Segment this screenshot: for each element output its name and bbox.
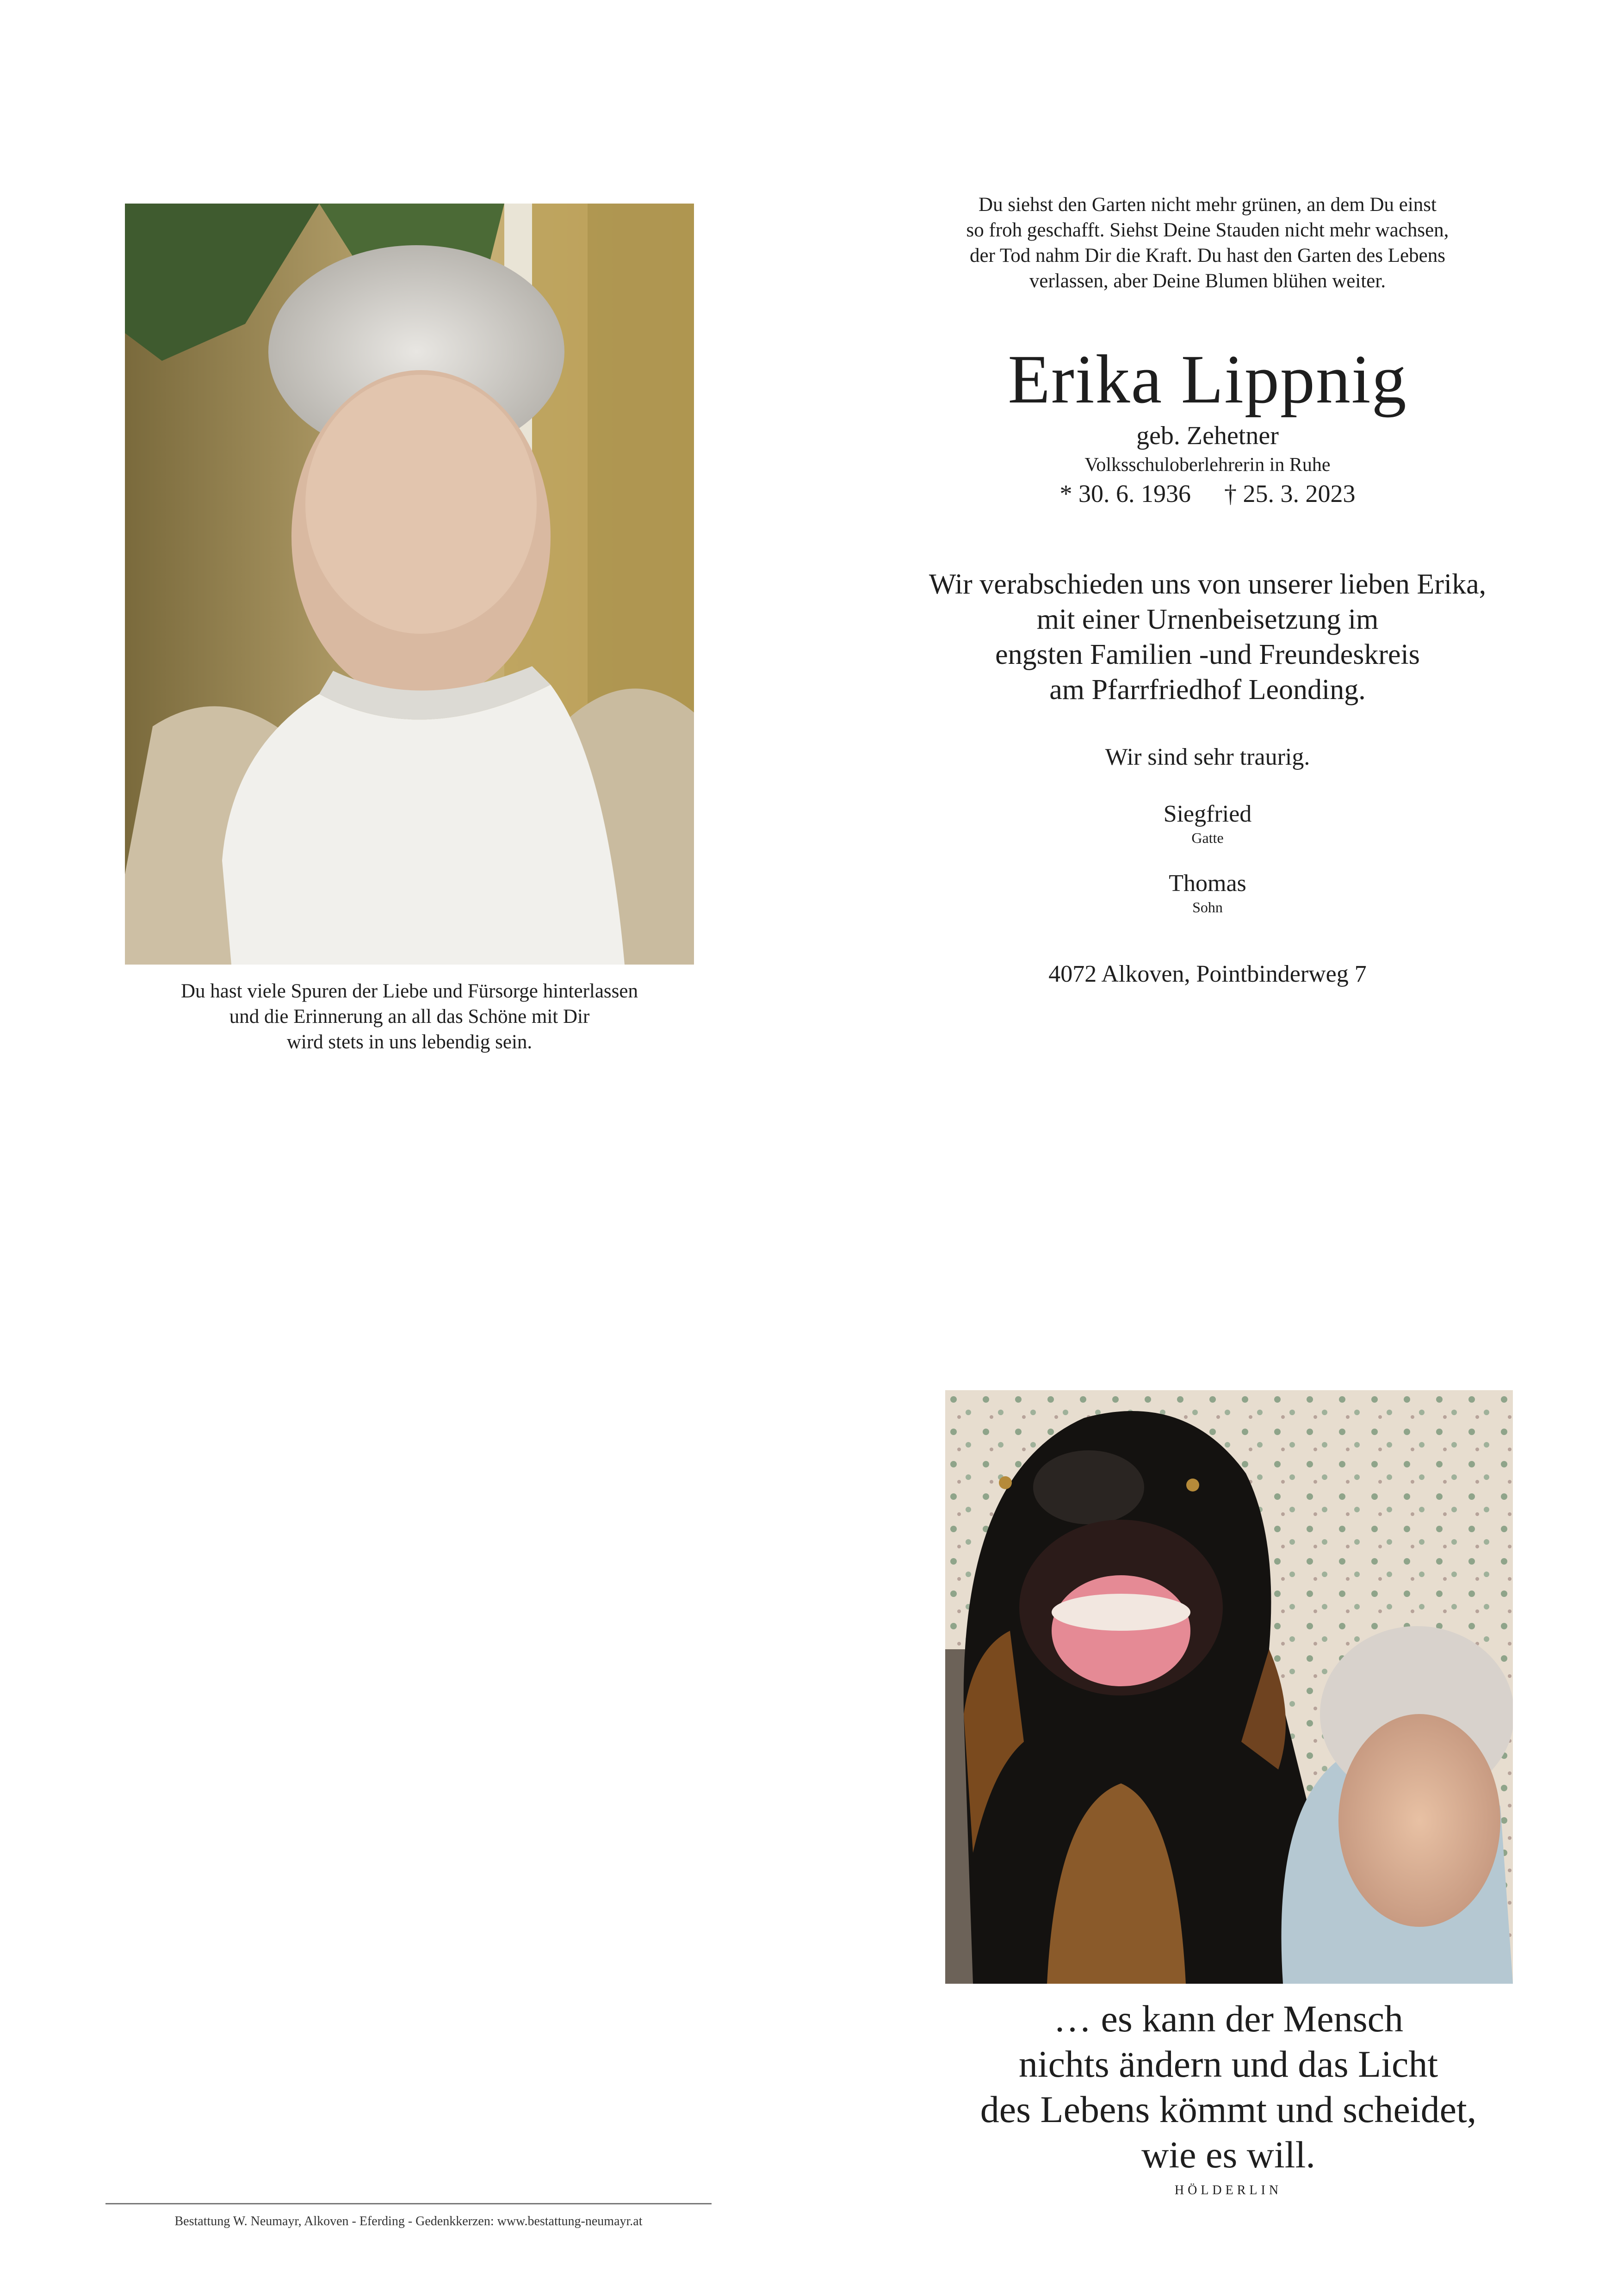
farewell-line: engsten Familien -und Freundeskreis — [995, 639, 1420, 670]
poem-line: verlassen, aber Deine Blumen blühen weiter. — [1029, 270, 1386, 292]
farewell-line: am Pfarrfriedhof Leonding. — [1049, 674, 1366, 706]
opening-poem — [902, 192, 1513, 294]
quote-line: des Lebens kömmt und scheidet, — [980, 2088, 1477, 2130]
portrait-caption-line: wird stets in uns lebendig sein. — [286, 1031, 533, 1053]
closing-quote — [935, 1996, 1522, 2178]
poem-line: Du siehst den Garten nicht mehr grünen, an dem Du einst — [979, 194, 1437, 216]
quote-line: … es kann der Mensch — [1053, 1998, 1404, 2040]
portrait-caption-line: und die Erinnerung an all das Schöne mit Dir — [229, 1006, 590, 1027]
portrait-caption — [125, 978, 694, 1055]
poem-line: der Tod nahm Dir die Kraft. Du hast den Garten des Lebens — [970, 245, 1445, 266]
address: 4072 Alkoven, Pointbinderweg 7 — [1048, 961, 1367, 987]
farewell-line: mit einer Urnenbeisetzung im — [1036, 604, 1379, 635]
family-member-role: Gatte — [1191, 829, 1224, 846]
farewell-text — [879, 567, 1536, 707]
footer-divider — [105, 2203, 712, 2204]
birth-name: geb. Zehetner — [1136, 421, 1279, 450]
quote-line: wie es will. — [1141, 2134, 1315, 2176]
family-member-name: Siegfried — [1163, 801, 1252, 827]
mourning-line: Wir sind sehr traurig. — [1105, 744, 1310, 770]
family-member-role: Sohn — [1192, 899, 1223, 916]
poem-line: so froh geschafft. Siehst Deine Stauden nicht mehr wachsen, — [966, 219, 1449, 241]
birth-date: * 30. 6. 1936 — [1059, 480, 1191, 507]
deceased-name: Erika Lippnig — [1008, 341, 1407, 418]
portrait-photo — [125, 204, 694, 965]
footer-credit: Bestattung W. Neumayr, Alkoven - Eferding - Gedenkkerzen: www.bestattung-neumayr.at — [174, 2214, 643, 2228]
farewell-line: Wir verabschieden uns von unserer lieben Erika, — [929, 569, 1487, 600]
quote-author: HÖLDERLIN — [1174, 2183, 1282, 2197]
dog-photo — [945, 1390, 1513, 1984]
quote-line: nichts ändern und das Licht — [1018, 2043, 1438, 2085]
death-date: † 25. 3. 2023 — [1224, 480, 1356, 507]
portrait-caption-line: Du hast viele Spuren der Liebe und Fürsorge hinterlassen — [181, 980, 638, 1002]
life-dates — [879, 479, 1536, 508]
profession: Volksschuloberlehrerin in Ruhe — [1084, 454, 1331, 476]
family-member-name: Thomas — [1169, 870, 1246, 897]
